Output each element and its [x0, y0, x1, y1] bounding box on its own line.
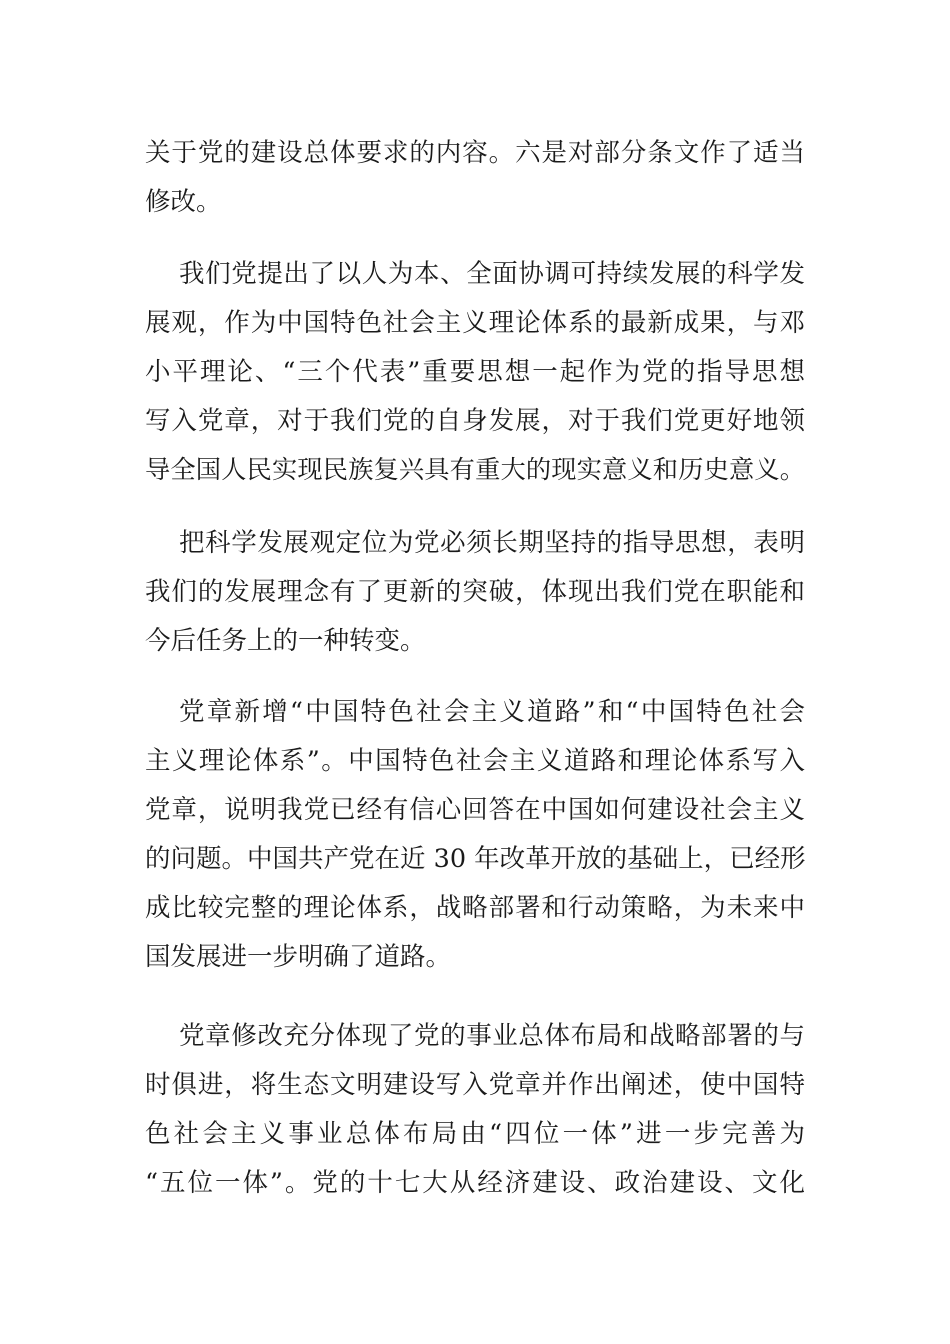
paragraph-2-line-3: 小平理论、“三个代表”重要思想一起作为党的指导思想: [145, 357, 805, 387]
paragraph-2-line-4: 写入党章，对于我们党的自身发展，对于我们党更好地领: [145, 406, 805, 436]
paragraph-5-line-1: 党章修改充分体现了党的事业总体布局和战略部署的与: [179, 1021, 805, 1051]
paragraph-4-line-6: 国发展进一步明确了道路。: [145, 942, 452, 972]
paragraph-4-line-1: 党章新增“中国特色社会主义道路”和“中国特色社会: [179, 697, 805, 727]
paragraph-1-line-1: 关于党的建设总体要求的内容。六是对部分条文作了适当: [145, 138, 805, 168]
paragraph-5-line-4: “五位一体”。党的十七大从经济建设、政治建设、文化: [145, 1168, 805, 1198]
paragraph-2-line-2: 展观，作为中国特色社会主义理论体系的最新成果，与邓: [145, 308, 805, 338]
paragraph-4-line-4: 的问题。中国共产党在近 30 年改革开放的基础上，已经形: [145, 844, 806, 874]
paragraph-4-line-5: 成比较完整的理论体系，战略部署和行动策略，为未来中: [145, 893, 805, 923]
paragraph-5-line-3: 色社会主义事业总体布局由“四位一体”进一步完善为: [145, 1119, 805, 1149]
paragraph-2-line-5: 导全国人民实现民族复兴具有重大的现实意义和历史意义。: [145, 455, 805, 484]
paragraph-4-line-2: 主义理论体系”。中国特色社会主义道路和理论体系写入: [145, 746, 805, 776]
paragraph-3-line-3: 今后任务上的一种转变。: [145, 626, 426, 656]
paragraph-2-line-1: 我们党提出了以人为本、全面协调可持续发展的科学发: [179, 259, 805, 289]
paragraph-3-line-2: 我们的发展理念有了更新的突破，体现出我们党在职能和: [145, 577, 805, 607]
paragraph-1-line-2: 修改。: [145, 187, 222, 217]
paragraph-5-line-2: 时俱进，将生态文明建设写入党章并作出阐述，使中国特: [145, 1070, 805, 1100]
paragraph-4-line-3: 党章，说明我党已经有信心回答在中国如何建设社会主义: [145, 795, 805, 825]
paragraph-3-line-1: 把科学发展观定位为党必须长期坚持的指导思想，表明: [179, 528, 805, 558]
